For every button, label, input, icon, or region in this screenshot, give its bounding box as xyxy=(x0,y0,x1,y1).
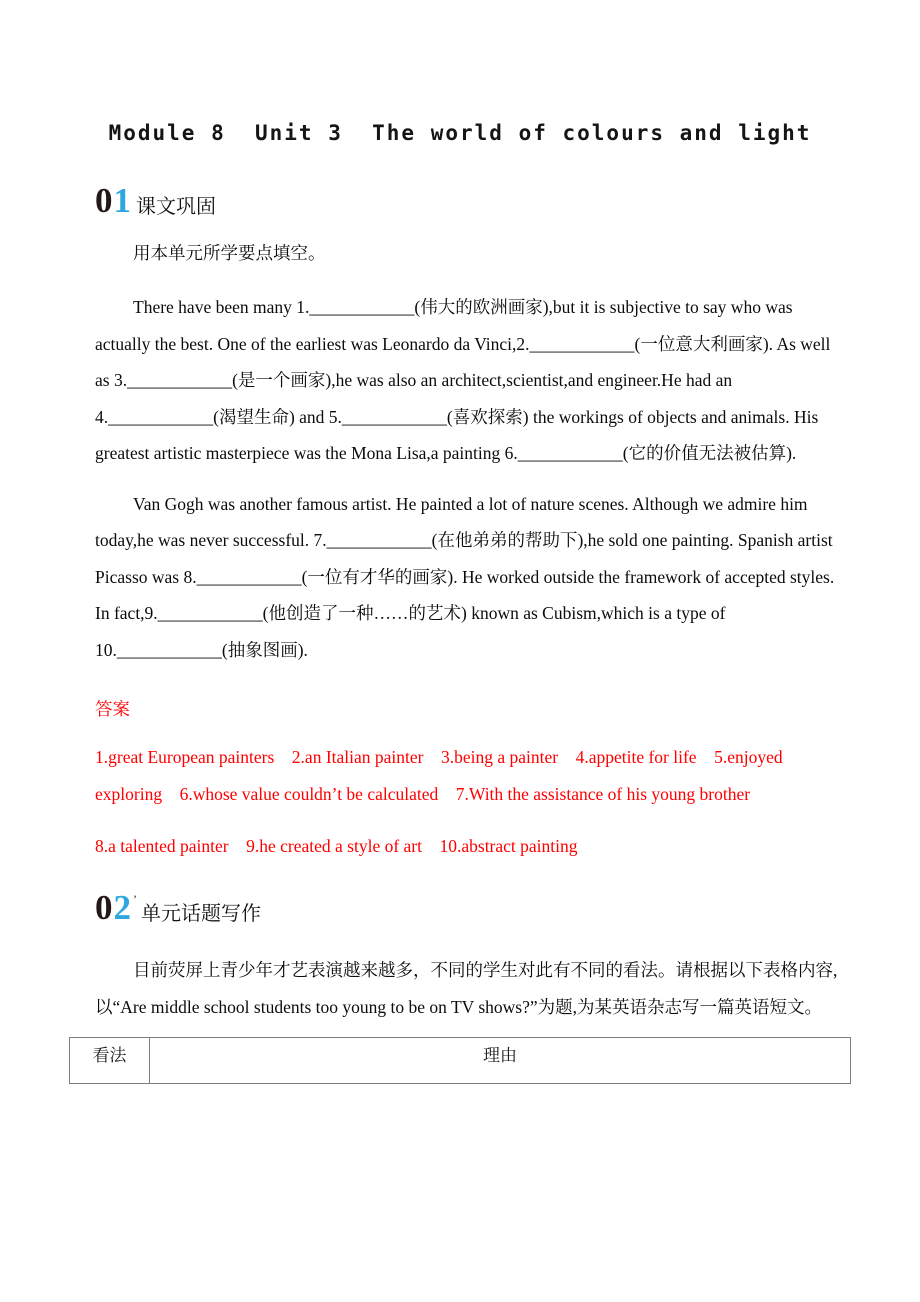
table-header-reason: 理由 xyxy=(150,1038,851,1084)
answers-line-1: 1.great European painters 2.an Italian painter 3.being a painter 4.appetite for life 5.enjoyed exploring 6.whose value couldn’t be calculated 7.With the assistance of his young brother xyxy=(95,747,787,804)
page-title: Module 8 Unit 3 The world of colours and light xyxy=(108,121,812,145)
answers-label: 答案 xyxy=(95,699,130,719)
fill-in-instruction: 用本单元所学要点填空。 xyxy=(133,243,326,263)
writing-prompt: 目前荧屏上青少年才艺表演越来越多，不同的学生对此有不同的看法。请根据以下表格内容,以“Are middle school students too young to be on TV shows?”为题,为某英语杂志写一篇英语短文。 xyxy=(95,960,838,1017)
table-header-opinion: 看法 xyxy=(70,1038,150,1084)
section2-number: 02 xyxy=(95,888,132,927)
table-header-row xyxy=(70,1038,851,1084)
section2-header xyxy=(95,888,848,927)
opinion-reason-table xyxy=(69,1037,851,1084)
section1-header xyxy=(95,181,848,220)
section1-label: 课文巩固 xyxy=(136,196,216,218)
section1-number: 01 xyxy=(95,181,132,220)
cloze-paragraph-1: There have been many 1.____________(伟大的欧洲画家),but it is subjective to say who was actually the best. One of the earliest was Leonardo da Vinci,2.____________(一位意大利画家). As well as 3.____________(是一个画家),he was also an architect,scientist,and engineer.He had an 4.____________(渴望生命) and 5.____________(喜欢探索) the workings of objects and animals. His greatest artistic masterpiece was the Mona Lisa,a painting 6.____________(它的价值无法被估算). xyxy=(95,297,831,463)
section2-tick-mark: ’ xyxy=(133,892,137,906)
section2-label: 单元话题写作 xyxy=(141,903,261,925)
answers-line-2: 8.a talented painter 9.he created a style of art 10.abstract painting xyxy=(95,836,578,856)
cloze-paragraph-2: Van Gogh was another famous artist. He painted a lot of nature scenes. Although we admire him today,he was never successful. 7.____________(在他弟弟的帮助下),he sold one painting. Spanish artist Picasso was 8.____________(一位有才华的画家). He worked outside the framework of accepted styles. In fact,9.____________(他创造了一种……的艺术) known as Cubism,which is a type of 10.____________(抽象图画). xyxy=(95,493,835,660)
